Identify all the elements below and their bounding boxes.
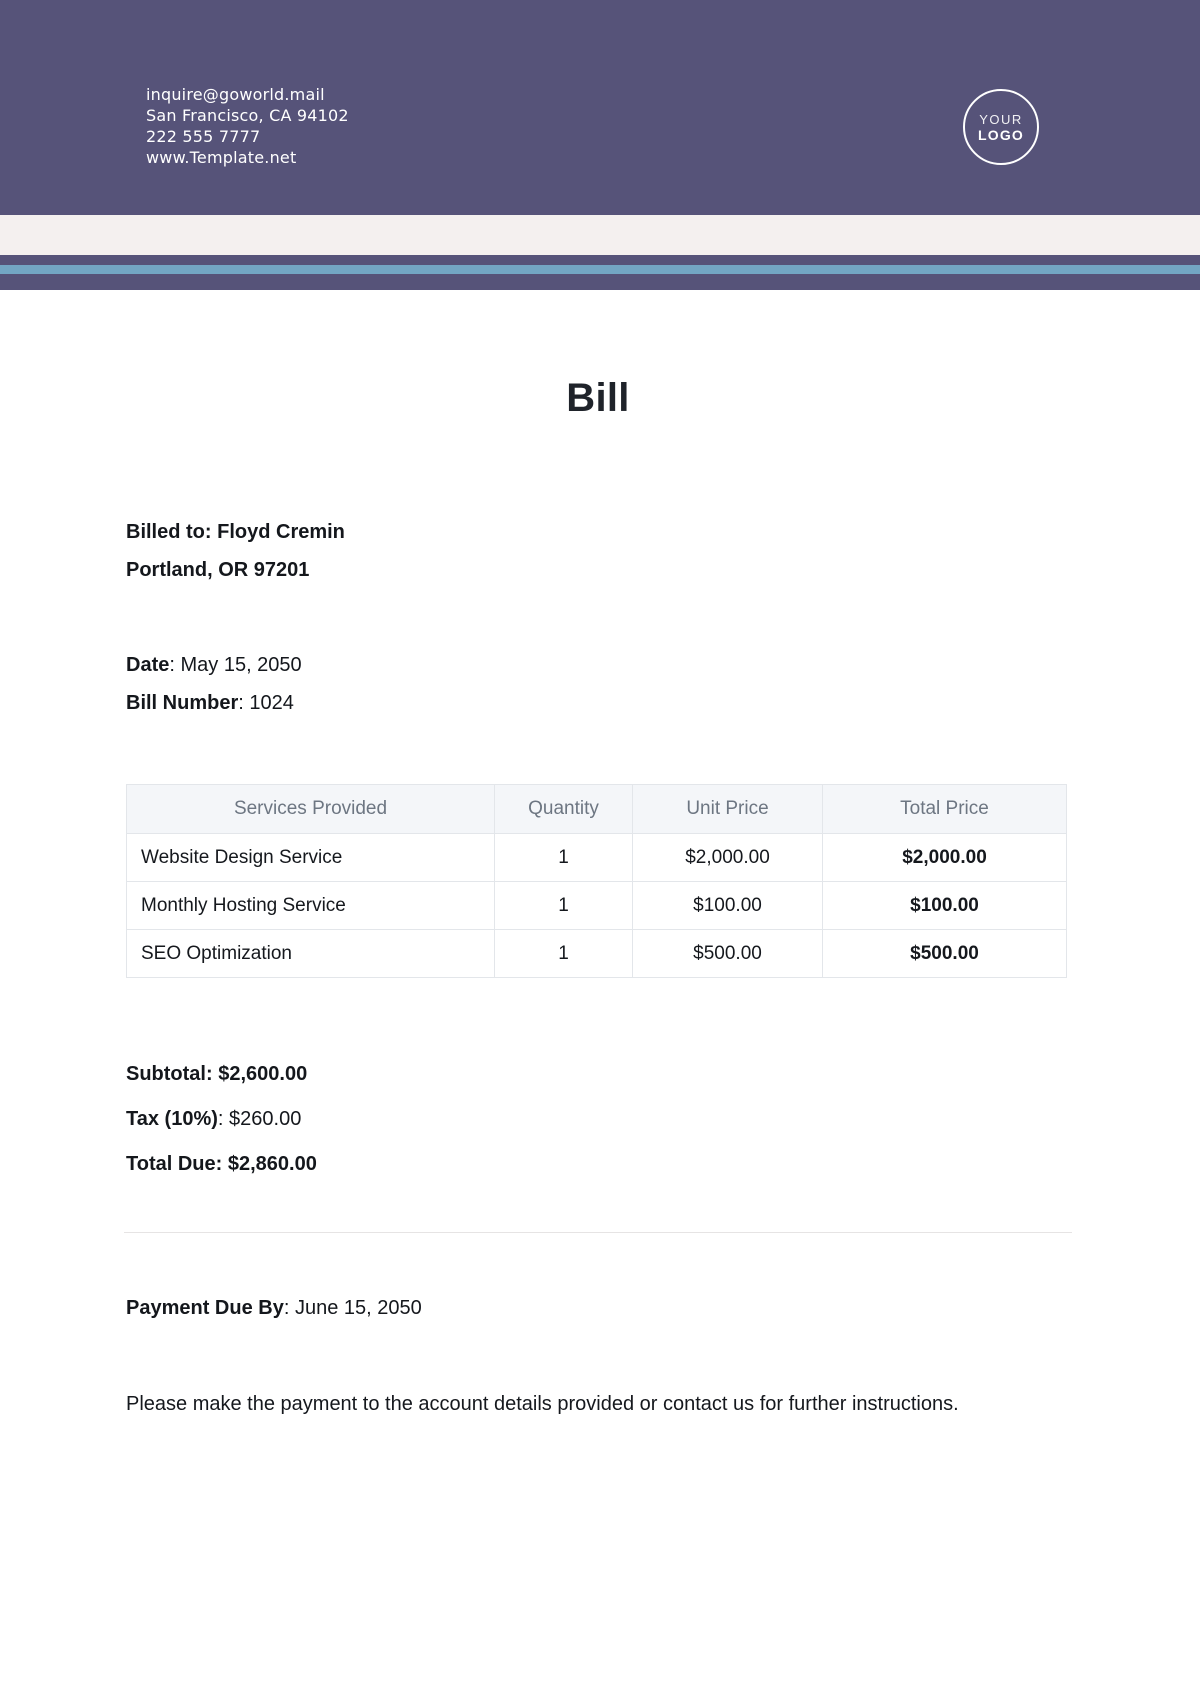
header-stripe-blue [0,265,1200,274]
service-total-price: $500.00 [823,930,1067,978]
header-stripe-dark-bottom [0,274,1200,290]
separator: : [283,1297,295,1319]
subtotal-line [126,1052,1070,1097]
payment-due-label: Payment Due By [126,1297,284,1319]
table-header-row [127,785,1067,834]
bill-number-value: 1024 [249,692,294,714]
contact-phone: 222 555 7777 [146,127,261,146]
separator: : [238,692,250,714]
billed-to-name: Floyd Cremin [217,521,345,543]
tax-label: Tax (10%) [126,1108,218,1130]
header-band-light [0,215,1200,255]
payment-due-line [126,1297,1070,1320]
service-quantity: 1 [495,834,633,882]
billed-to-line [126,513,1070,551]
bill-number-line [126,684,1070,722]
billed-to-block [126,513,1070,589]
billed-to-address: Portland, OR 97201 [126,559,310,581]
service-unit-price: $500.00 [633,930,823,978]
section-divider [124,1232,1072,1233]
table-row [127,834,1067,882]
contact-website: www.Template.net [146,148,297,167]
contact-address: San Francisco, CA 94102 [146,106,349,125]
column-header-services: Services Provided [127,785,495,834]
total-due-label: Total Due: [126,1153,223,1175]
totals-block [126,1052,1070,1187]
header-stripe-dark-top [0,255,1200,265]
contact-block [146,84,349,168]
column-header-total-price: Total Price [823,785,1067,834]
total-due-value: $2,860.00 [227,1153,317,1175]
service-unit-price: $100.00 [633,882,823,930]
subtotal-value: $2,600.00 [218,1063,308,1085]
service-name: Monthly Hosting Service [127,882,495,930]
service-quantity: 1 [495,930,633,978]
column-header-quantity: Quantity [495,785,633,834]
bill-number-label: Bill Number [126,692,239,714]
payment-note: Please make the payment to the account details provided or contact us for further instructions. [126,1393,959,1415]
column-header-unit-price: Unit Price [633,785,823,834]
payment-due-value: June 15, 2050 [294,1297,422,1319]
logo-text-line2: LOGO [977,126,1025,143]
table-row [127,882,1067,930]
service-quantity: 1 [495,882,633,930]
billed-to-label: Billed to: [126,521,212,543]
date-line [126,646,1070,684]
service-name: SEO Optimization [127,930,495,978]
subtotal-label: Subtotal: [126,1063,213,1085]
service-unit-price: $2,000.00 [633,834,823,882]
service-total-price: $100.00 [823,882,1067,930]
separator: : [169,654,181,676]
total-due-line [126,1142,1070,1187]
page-header [0,0,1200,215]
tax-value: $260.00 [229,1108,302,1130]
service-total-price: $2,000.00 [823,834,1067,882]
service-name: Website Design Service [127,834,495,882]
bill-meta-block [126,646,1070,722]
services-table [126,784,1067,978]
logo-text-line1: YOUR [979,111,1023,127]
table-row [127,930,1067,978]
contact-email: inquire@goworld.mail [146,85,325,104]
date-label: Date [126,654,170,676]
document-body [0,376,1200,1427]
company-logo [963,89,1039,165]
separator: : [217,1108,230,1130]
document-title: Bill [566,376,630,420]
tax-line [126,1097,1070,1142]
date-value: May 15, 2050 [180,654,302,676]
